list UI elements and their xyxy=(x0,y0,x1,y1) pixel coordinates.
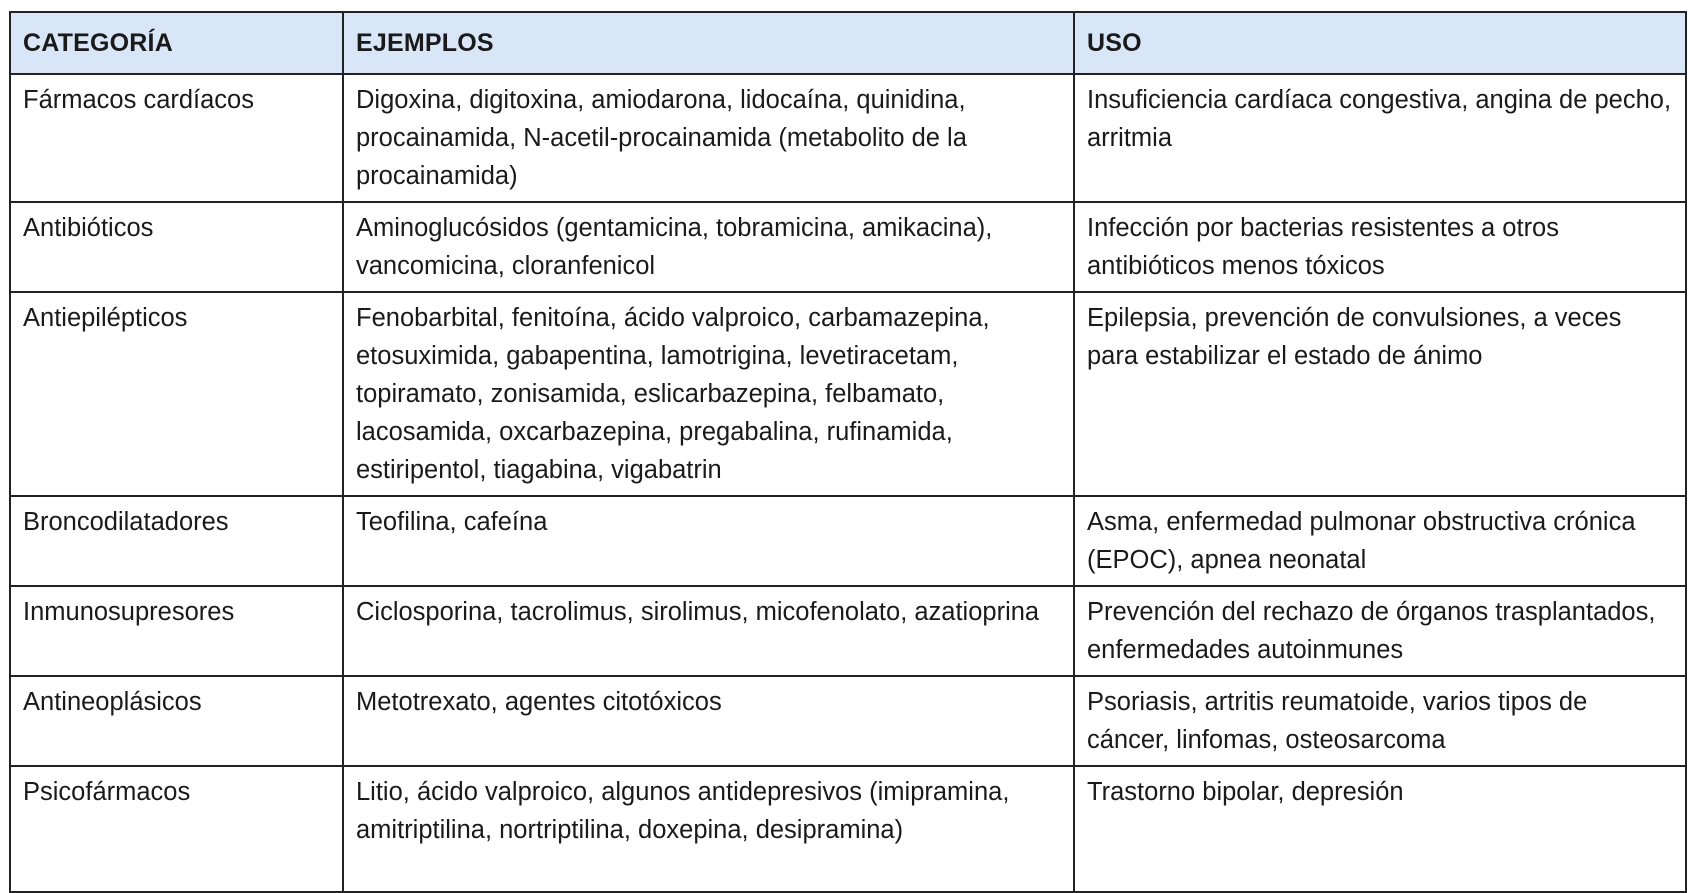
examples-cell: Fenobarbital, fenitoína, ácido valproico, carbamazepina, etosuximida, gabapentina, lamotrigina, levetiracetam, topiramato, zonisamida, eslicarbazepina, felbamato, lacosamida, oxcarbazepina, pregabalina, rufinamida, estiripentol, tiagabina, vigabatrin xyxy=(343,292,1074,496)
category-cell: Broncodilatadores xyxy=(10,496,343,586)
category-cell: Antineoplásicos xyxy=(10,676,343,766)
category-cell: Inmunosupresores xyxy=(10,586,343,676)
header-category: CATEGORÍA xyxy=(10,12,343,74)
examples-cell: Teofilina, cafeína xyxy=(343,496,1074,586)
use-cell: Prevención del rechazo de órganos trasplantados, enfermedades autoinmunes xyxy=(1074,586,1686,676)
use-cell: Epilepsia, prevención de convulsiones, a veces para estabilizar el estado de ánimo xyxy=(1074,292,1686,496)
table-row xyxy=(10,766,1686,892)
use-cell: Infección por bacterias resistentes a otros antibióticos menos tóxicos xyxy=(1074,202,1686,292)
table-row xyxy=(10,676,1686,766)
table-body xyxy=(10,74,1686,892)
category-cell: Fármacos cardíacos xyxy=(10,74,343,202)
table-row xyxy=(10,202,1686,292)
category-cell: Psicofármacos xyxy=(10,766,343,892)
use-cell: Psoriasis, artritis reumatoide, varios tipos de cáncer, linfomas, osteosarcoma xyxy=(1074,676,1686,766)
header-row xyxy=(10,12,1686,74)
category-cell: Antibióticos xyxy=(10,202,343,292)
examples-cell: Aminoglucósidos (gentamicina, tobramicina, amikacina), vancomicina, cloranfenicol xyxy=(343,202,1074,292)
table-row xyxy=(10,292,1686,496)
header-examples: EJEMPLOS xyxy=(343,12,1074,74)
table-row xyxy=(10,586,1686,676)
table-header xyxy=(10,12,1686,74)
use-cell: Insuficiencia cardíaca congestiva, angina de pecho, arritmia xyxy=(1074,74,1686,202)
examples-cell: Metotrexato, agentes citotóxicos xyxy=(343,676,1074,766)
drug-monitoring-table xyxy=(9,11,1687,893)
table-row xyxy=(10,496,1686,586)
table-row xyxy=(10,74,1686,202)
use-cell: Asma, enfermedad pulmonar obstructiva crónica (EPOC), apnea neonatal xyxy=(1074,496,1686,586)
examples-cell: Ciclosporina, tacrolimus, sirolimus, micofenolato, azatioprina xyxy=(343,586,1074,676)
examples-cell: Litio, ácido valproico, algunos antidepresivos (imipramina, amitriptilina, nortriptilina, doxepina, desipramina) xyxy=(343,766,1074,892)
drug-monitoring-table-container xyxy=(9,11,1685,893)
use-cell: Trastorno bipolar, depresión xyxy=(1074,766,1686,892)
category-cell: Antiepilépticos xyxy=(10,292,343,496)
examples-cell: Digoxina, digitoxina, amiodarona, lidocaína, quinidina, procainamida, N-acetil-procainamida (metabolito de la procainamida) xyxy=(343,74,1074,202)
header-use: USO xyxy=(1074,12,1686,74)
